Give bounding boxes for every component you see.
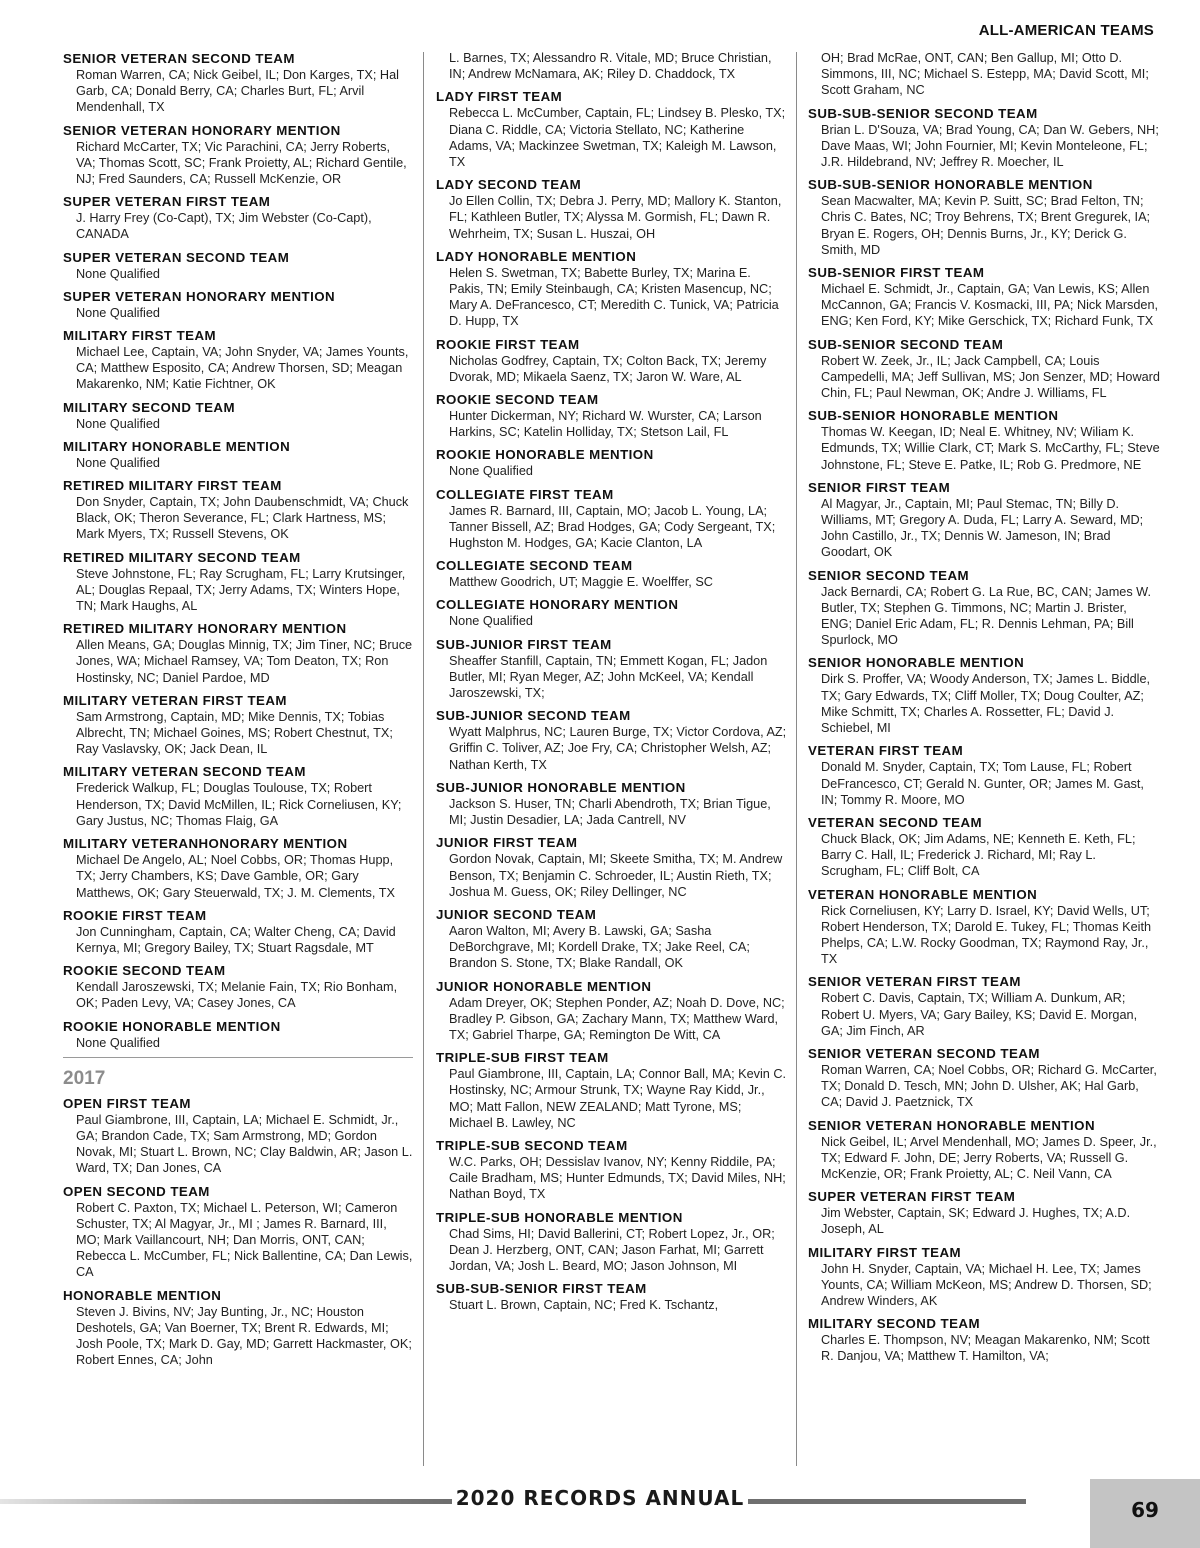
team-title: ROOKIE SECOND TEAM: [63, 963, 226, 979]
team-block: [63, 399, 413, 432]
team-members: Sean Macwalter, MA; Kevin P. Suitt, SC; Brad Felton, TN; Chris C. Bates, NC; Troy Behrens, TX; Brent Gregurek, IA; Bryan E. Rogers, OH; Dennis Burns, Jr., KY; Derick G. Smith, MD: [821, 194, 1151, 257]
team-title: SUB-SENIOR SECOND TEAM: [808, 336, 1004, 352]
team-block: [63, 327, 413, 393]
team-block: [63, 1287, 413, 1369]
team-title: SUPER VETERAN FIRST TEAM: [63, 194, 271, 210]
team-block: [808, 973, 1160, 1039]
team-title: SUB-SUB-SENIOR FIRST TEAM: [436, 1281, 647, 1297]
team-title: MILITARY VETERANHONORARY MENTION: [63, 836, 348, 852]
section-header: ALL-AMERICAN TEAMS: [978, 22, 1154, 39]
team-title: MILITARY SECOND TEAM: [63, 399, 236, 415]
team-title: MILITARY FIRST TEAM: [808, 1244, 962, 1260]
team-title: JUNIOR HONORABLE MENTION: [436, 978, 652, 994]
team-block: [808, 1045, 1160, 1111]
team-members: Wyatt Malphrus, NC; Lauren Burge, TX; Victor Cordova, AZ; Griffin C. Toliver, AZ; Joe Fry, CA; Christopher Welsh, AZ; Nathan Kerth, TX: [449, 725, 787, 772]
team-members: John H. Snyder, Captain, VA; Michael H. Lee, TX; James Younts, CA; William McKeon, MS; Andrew D. Thorsen, SD; Andrew Winders, AK: [821, 1261, 1152, 1308]
team-members: Robert W. Zeek, Jr., IL; Jack Campbell, CA; Louis Campedelli, MA; Jeff Sullivan, MS; Jon Senzer, MD; Howard Chin, FL; Paul Newman, OK; Andre J. Williams, FL: [821, 353, 1160, 401]
team-title: JUNIOR SECOND TEAM: [436, 906, 597, 922]
team-block: [436, 446, 788, 479]
team-block: [808, 50, 1160, 99]
team-title: SENIOR VETERAN HONORARY MENTION: [63, 122, 341, 138]
team-block: [436, 176, 788, 242]
team-members: Robert C. Davis, Captain, TX; William A. Dunkum, AR; Robert U. Myers, VA; Gary Bailey, KS; David E. Morgan, GA; Jim Finch, AR: [821, 991, 1138, 1038]
column-3: [808, 50, 1160, 1371]
team-block: [808, 336, 1160, 402]
team-title: SUPER VETERAN FIRST TEAM: [808, 1189, 1016, 1205]
team-members: Brian L. D'Souza, VA; Brad Young, CA; Dan W. Gebers, NH; Dave Maas, WI; John Fournier, MI; Kevin Monteleone, FL; J.R. Hildebrand, NV; Jeffrey R. Moecher, IL: [821, 122, 1159, 170]
team-block: [808, 886, 1160, 968]
year-divider: [63, 1057, 413, 1058]
team-block: [436, 779, 788, 828]
team-title: MILITARY VETERAN FIRST TEAM: [63, 692, 287, 708]
team-block: [63, 1095, 413, 1177]
page-number-box: [1090, 1479, 1200, 1548]
team-members: Paul Giambrone, III, Captain, LA; Michael E. Schmidt, Jr., GA; Brandon Cade, TX; Sam Armstrong, MD; Gordon Novak, MI; Stuart L. Brown, NC; Clay Baldwin, AR; Jason L. Ward, TX; Dan Jones, CA: [76, 1112, 413, 1176]
team-members: Steven J. Bivins, NV; Jay Bunting, Jr., NC; Houston Deshotels, GA; Van Boerner, TX; Brent R. Edwards, MI; Josh Poole, TX; Mark D. Gay, MD; Garrett Hackmaster, OK; Robert Ennes, CA; John: [76, 1304, 412, 1368]
team-members: Jackson S. Huser, TN; Charli Abendroth, TX; Brian Tigue, MI; Justin Desadier, LA; Jada Cantrell, NV: [449, 796, 771, 828]
team-title: LADY SECOND TEAM: [436, 177, 582, 193]
team-title: SUPER VETERAN SECOND TEAM: [63, 249, 290, 265]
team-title: ROOKIE FIRST TEAM: [436, 336, 580, 352]
team-members: None Qualified: [76, 416, 160, 431]
team-block: [808, 1117, 1160, 1183]
team-title: SUB-SENIOR FIRST TEAM: [808, 265, 985, 281]
team-title: TRIPLE-SUB FIRST TEAM: [436, 1050, 609, 1066]
team-block: [63, 692, 413, 758]
team-block: [63, 763, 413, 829]
team-title: SENIOR FIRST TEAM: [808, 479, 951, 495]
team-title: TRIPLE-SUB SECOND TEAM: [436, 1137, 628, 1153]
team-members: Rebecca L. McCumber, Captain, FL; Lindsey B. Plesko, TX; Diana C. Riddle, CA; Victoria Stellato, NC; Katherine Adams, VA; Mackinzee Swetman, TX; Kaleigh M. Lawson, TX: [449, 106, 786, 170]
team-members: None Qualified: [76, 455, 160, 470]
team-block: [63, 549, 413, 615]
team-block: [436, 88, 788, 170]
team-block: [808, 1188, 1160, 1237]
team-members: Richard McCarter, TX; Vic Parachini, CA; Jerry Roberts, VA; Thomas Scott, SC; Frank Proietty, AL; Richard Gentile, NJ; Fred Saunders, CA; Russell McKenzie, OR: [76, 139, 407, 187]
team-block: [808, 1315, 1160, 1364]
team-block: [436, 391, 788, 440]
team-members: Chuck Black, OK; Jim Adams, NE; Kenneth E. Keth, FL; Barry C. Hall, IL; Frederick J. Richard, MI; Ray L. Scrugham, FL; Cliff Bolt, CA: [821, 831, 1136, 879]
team-title: SENIOR SECOND TEAM: [808, 567, 970, 583]
team-block: [436, 906, 788, 972]
team-block: [63, 288, 413, 321]
column-1: [63, 50, 413, 1374]
team-title: OPEN SECOND TEAM: [63, 1183, 210, 1199]
team-members: Steve Johnstone, FL; Ray Scrugham, FL; Larry Krutsinger, AL; Douglas Repaal, TX; Jerry Adams, TX; Winters Hope, TN; Mark Haughs, AL: [76, 566, 406, 614]
team-block: [436, 834, 788, 900]
team-title: COLLEGIATE FIRST TEAM: [436, 486, 614, 502]
team-title: VETERAN HONORABLE MENTION: [808, 886, 1038, 902]
team-block: [63, 1183, 413, 1281]
team-members: Nick Geibel, IL; Arvel Mendenhall, MO; James D. Speer, Jr., TX; Edward F. John, DE; Jerry Roberts, VA; Russell G. McKenzie, OR; Frank Proietty, AL; C. Neil Vann, CA: [821, 1134, 1157, 1181]
team-block: [436, 557, 788, 590]
team-title: MILITARY HONORABLE MENTION: [63, 438, 291, 454]
team-members: J. Harry Frey (Co-Capt), TX; Jim Webster (Co-Capt), CANADA: [76, 211, 372, 242]
team-title: COLLEGIATE SECOND TEAM: [436, 558, 633, 574]
team-block: [808, 479, 1160, 561]
team-members: Stuart L. Brown, Captain, NC; Fred K. Tschantz,: [449, 1298, 719, 1313]
team-members: Charles E. Thompson, NV; Meagan Makarenko, NM; Scott R. Danjou, VA; Matthew T. Hamilton, VA;: [821, 1333, 1150, 1364]
team-members: Helen S. Swetman, TX; Babette Burley, TX; Marina E. Pakis, TN; Emily Steinbaugh, CA; Kristen Masencup, NC; Mary A. DeFrancesco, CT; Meredith C. Tunick, VA; Patricia D. Hupp, TX: [449, 265, 779, 329]
team-members: None Qualified: [76, 305, 160, 320]
team-block: [436, 707, 788, 773]
team-members: L. Barnes, TX; Alessandro R. Vitale, MD; Bruce Christian, IN; Andrew McNamara, AK; Riley D. Chaddock, TX: [449, 51, 772, 82]
team-title: OPEN FIRST TEAM: [63, 1095, 191, 1111]
team-title: SUB-SUB-SENIOR SECOND TEAM: [808, 105, 1038, 121]
column-divider: [423, 52, 424, 1466]
team-members: Jack Bernardi, CA; Robert G. La Rue, BC, CAN; James W. Butler, TX; Stephen G. Timmons, NC; Martin J. Brister, ENG; Daniel Eric Adam, FL; R. Dennis Lehman, PA; Bill Spurlock, MO: [821, 584, 1151, 648]
team-title: MILITARY SECOND TEAM: [808, 1316, 981, 1332]
team-members: Kendall Jaroszewski, TX; Melanie Fain, TX; Rio Bonham, OK; Paden Levy, VA; Casey Jones, CA: [76, 980, 398, 1011]
team-title: SUPER VETERAN HONORARY MENTION: [63, 288, 336, 304]
team-members: Frederick Walkup, FL; Douglas Toulouse, TX; Robert Henderson, TX; David McMillen, IL; Rick Corneliusen, KY; Gary Justus, NC; Thomas Flaig, GA: [76, 781, 402, 828]
team-block: [436, 636, 788, 702]
team-title: SUB-JUNIOR FIRST TEAM: [436, 636, 612, 652]
team-title: SENIOR VETERAN SECOND TEAM: [808, 1045, 1040, 1061]
team-members: Hunter Dickerman, NY; Richard W. Wurster, CA; Larson Harkins, SC; Katelin Holliday, TX; Stetson Lail, FL: [449, 409, 762, 440]
team-block: [436, 486, 788, 552]
team-title: MILITARY VETERAN SECOND TEAM: [63, 764, 306, 780]
team-block: [808, 567, 1160, 649]
team-block: [63, 249, 413, 282]
team-members: Robert C. Paxton, TX; Michael L. Peterson, WI; Cameron Schuster, TX; Al Magyar, Jr., MI ; James R. Barnard, III, MO; Mark Vaillancourt, NH; Dan Morris, ONT, CAN; Rebecca L. McCumber, FL; Nick Ballentine, CA; Dan Lewis, CA: [76, 1200, 413, 1280]
team-block: [808, 407, 1160, 473]
team-title: HONORABLE MENTION: [63, 1287, 222, 1303]
team-title: ROOKIE HONORABLE MENTION: [63, 1018, 281, 1034]
team-members: Gordon Novak, Captain, MI; Skeete Smitha, TX; M. Andrew Benson, TX; Benjamin C. Schroeder, IL; Austin Rieth, TX; Joshua M. Guess, OK; Riley Dellinger, NC: [449, 852, 783, 899]
team-members: James R. Barnard, III, Captain, MO; Jacob L. Young, LA; Tanner Bissell, AZ; Brad Hodges, GA; Cody Sergeant, TX; Hughston M. Hodges, GA; Kacie Clanton, LA: [449, 503, 776, 551]
team-members: Adam Dreyer, OK; Stephen Ponder, AZ; Noah D. Dove, NC; Bradley P. Gibson, GA; Zachary Mann, TX; Matthew Ward, TX; Gabriel Tharpe, GA; Remington De Witt, CA: [449, 995, 785, 1042]
team-block: [63, 477, 413, 543]
team-members: Sam Armstrong, Captain, MD; Mike Dennis, TX; Tobias Albrecht, TN; Michael Goines, MS; Robert Chestnut, TX; Ray Vaslavsky, OK; Jack Dean, IL: [76, 709, 393, 757]
footer-rule-left: [0, 1499, 452, 1504]
team-block: [436, 248, 788, 330]
team-block: [436, 336, 788, 385]
team-block: [63, 962, 413, 1011]
team-title: MILITARY FIRST TEAM: [63, 328, 217, 344]
team-block: [808, 1244, 1160, 1310]
team-title: SUB-SENIOR HONORABLE MENTION: [808, 408, 1059, 424]
team-block: [808, 264, 1160, 330]
footer-title: 2020 RECORDS ANNUAL: [455, 1486, 745, 1510]
team-members: Allen Means, GA; Douglas Minnig, TX; Jim Tiner, NC; Bruce Jones, WA; Michael Ramsey, VA; Tom Deaton, TX; Ron Hostinsky, NC; Daniel Pardoe, MD: [76, 638, 413, 685]
team-members: None Qualified: [76, 266, 160, 281]
team-title: SENIOR VETERAN FIRST TEAM: [808, 974, 1021, 990]
team-block: [436, 1280, 788, 1313]
year-heading: 2017: [63, 1067, 106, 1089]
team-members: Dirk S. Proffer, VA; Woody Anderson, TX; James L. Biddle, TX; Gary Edwards, TX; Cliff Moller, TX; Doug Coulter, AZ; Mike Schmitt, TX; Charles A. Rossetter, FL; David J. Schiebel, MI: [821, 672, 1151, 736]
team-block: [63, 620, 413, 686]
team-title: RETIRED MILITARY HONORARY MENTION: [63, 621, 347, 637]
footer-rule-right: [748, 1499, 1026, 1504]
team-members: Donald M. Snyder, Captain, TX; Tom Lause, FL; Robert DeFrancesco, CT; Gerald N. Gunter, OR; James M. Gast, IN; Tommy R. Moore, MO: [821, 760, 1144, 807]
team-block: [63, 1018, 413, 1051]
team-members: None Qualified: [76, 1035, 160, 1050]
team-members: OH; Brad McRae, ONT, CAN; Ben Gallup, MI; Otto D. Simmons, III, NC; Michael S. Estepp, MA; David Scott, MI; Scott Graham, NC: [821, 51, 1149, 98]
team-title: LADY HONORABLE MENTION: [436, 248, 637, 264]
team-members: Jo Ellen Collin, TX; Debra J. Perry, MD; Mallory K. Stanton, FL; Kathleen Butler, TX; Alyssa M. Gormish, FL; Dawn R. Wehrheim, TX; Susan L. Huszai, OH: [449, 194, 782, 241]
team-title: SUB-JUNIOR HONORABLE MENTION: [436, 779, 686, 795]
team-members: Chad Sims, HI; David Ballerini, CT; Robert Lopez, Jr., OR; Dean J. Herzberg, ONT, CAN; Jason Farhat, MI; Garrett Jordan, VA; Josh L. Beard, MO; Jason Johnson, MI: [449, 1226, 775, 1273]
team-members: Rick Corneliusen, KY; Larry D. Israel, KY; David Wells, UT; Robert Henderson, TX; Darold E. Tukey, FL; Thomas Keith Phelps, CA; L.W. Rocky Goodman, TX; Raymond Ray, Jr., TX: [821, 903, 1152, 967]
column-divider: [796, 52, 797, 1466]
team-title: LADY FIRST TEAM: [436, 89, 563, 105]
team-members: Michael Lee, Captain, VA; John Snyder, VA; James Younts, CA; Matthew Esposito, CA; Andrew Thorsen, SD; Meagan Makarenko, NM; Katie Fichtner, OK: [76, 345, 409, 392]
team-title: RETIRED MILITARY SECOND TEAM: [63, 549, 301, 565]
team-title: JUNIOR FIRST TEAM: [436, 835, 578, 851]
team-block: [63, 907, 413, 956]
team-block: [63, 50, 413, 116]
team-block: [436, 978, 788, 1044]
team-title: SUB-SUB-SENIOR HONORABLE MENTION: [808, 177, 1093, 193]
page-number: 69: [1131, 1498, 1159, 1522]
team-block: [63, 835, 413, 901]
team-title: RETIRED MILITARY FIRST TEAM: [63, 478, 282, 494]
team-title: SENIOR VETERAN HONORABLE MENTION: [808, 1117, 1095, 1133]
team-members: Sheaffer Stanfill, Captain, TN; Emmett Kogan, FL; Jadon Butler, MI; Ryan Meger, AZ; John McKeel, VA; Kendall Jaroszewski, TX;: [449, 653, 768, 701]
team-members: None Qualified: [449, 614, 533, 629]
team-title: ROOKIE SECOND TEAM: [436, 392, 599, 408]
team-members: Matthew Goodrich, UT; Maggie E. Woelffer, SC: [449, 575, 713, 590]
team-title: VETERAN SECOND TEAM: [808, 814, 983, 830]
team-members: Don Snyder, Captain, TX; John Daubenschmidt, VA; Chuck Black, OK; Theron Severance, FL; Clark Hartness, MS; Mark Myers, TX; Russell Stevens, OK: [76, 495, 409, 542]
team-title: TRIPLE-SUB HONORABLE MENTION: [436, 1209, 683, 1225]
team-title: SENIOR HONORABLE MENTION: [808, 655, 1025, 671]
team-members: Al Magyar, Jr., Captain, MI; Paul Stemac, TN; Billy D. Williams, MT; Gregory A. Duda, FL; Larry A. Seward, MD; John Castillo, Jr., TX; Dennis W. Jameson, IN; Brad Goodart, OK: [821, 496, 1144, 560]
team-block: [808, 814, 1160, 880]
team-title: ROOKIE FIRST TEAM: [63, 907, 207, 923]
team-title: SENIOR VETERAN SECOND TEAM: [63, 51, 295, 66]
team-title: VETERAN FIRST TEAM: [808, 743, 964, 759]
team-members: Jim Webster, Captain, SK; Edward J. Hughes, TX; A.D. Joseph, AL: [821, 1206, 1131, 1237]
team-block: [808, 105, 1160, 171]
team-block: [808, 176, 1160, 258]
team-block: [63, 438, 413, 471]
team-members: Nicholas Godfrey, Captain, TX; Colton Back, TX; Jeremy Dvorak, MD; Mikaela Saenz, TX; Jaron W. Ware, AL: [449, 353, 767, 384]
team-block: [436, 50, 788, 82]
team-members: Thomas W. Keegan, ID; Neal E. Whitney, NV; Wiliam K. Edmunds, TX; Willie Clark, CT; Mark S. McCarthy, FL; Steve Johnstone, FL; Steve E. Patke, IL; Rob G. Predmore, NE: [821, 425, 1160, 472]
team-block: [808, 742, 1160, 808]
team-block: [63, 122, 413, 188]
team-title: ROOKIE HONORABLE MENTION: [436, 447, 654, 463]
team-members: Paul Giambrone, III, Captain, LA; Connor Ball, MA; Kevin C. Hostinsky, NC; Armour Strunk, TX; Wayne Ray Kidd, Jr., MO; Matt Fallon, NEW ZEALAND; Matt Tyrone, MS; Michael B. Lawley, NC: [449, 1067, 787, 1130]
team-members: Aaron Walton, MI; Avery B. Lawski, GA; Sasha DeBorchgrave, MI; Kordell Drake, TX; Jake Reel, CA; Brandon S. Stone, TX; Blake Randall, OK: [449, 923, 750, 971]
team-members: W.C. Parks, OH; Dessislav Ivanov, NY; Kenny Riddile, PA; Caile Bradham, MS; Hunter Edmunds, TX; David Miles, NH; Nathan Boyd, TX: [449, 1154, 786, 1202]
team-members: Michael E. Schmidt, Jr., Captain, GA; Van Lewis, KS; Allen McCannon, GA; Francis V. Kosmacki, III, PA; Nick Marsden, ENG; Ken Ford, KY; Mike Gerschick, TX; Richard Funk, TX: [821, 282, 1159, 329]
team-title: SUB-JUNIOR SECOND TEAM: [436, 708, 631, 724]
team-block: [436, 596, 788, 629]
team-block: [436, 1137, 788, 1203]
team-members: Roman Warren, CA; Nick Geibel, IL; Don Karges, TX; Hal Garb, CA; Donald Berry, CA; Charles Burt, FL; Arvil Mendenhall, TX: [76, 68, 399, 115]
team-block: [436, 1209, 788, 1275]
team-members: Roman Warren, CA; Noel Cobbs, OR; Richard G. McCarter, TX; Donald D. Tesch, MN; John D. Ulsher, AK; Hal Garb, CA; David J. Paetznick, TX: [821, 1062, 1157, 1110]
team-block: [808, 654, 1160, 736]
team-members: Jon Cunningham, Captain, CA; Walter Cheng, CA; David Kernya, MI; Gregory Bailey, TX; Stuart Ragsdale, MT: [76, 924, 396, 955]
team-title: COLLEGIATE HONORARY MENTION: [436, 597, 679, 613]
team-members: Michael De Angelo, AL; Noel Cobbs, OR; Thomas Hupp, TX; Jerry Chambers, KS; Dave Gamble, OR; Gary Matthews, OK; Gary Steuerwald, TX; J. M. Clements, TX: [76, 853, 395, 900]
team-block: [63, 193, 413, 242]
team-block: [436, 1049, 788, 1131]
column-2: [436, 50, 788, 1319]
team-members: None Qualified: [449, 464, 533, 479]
